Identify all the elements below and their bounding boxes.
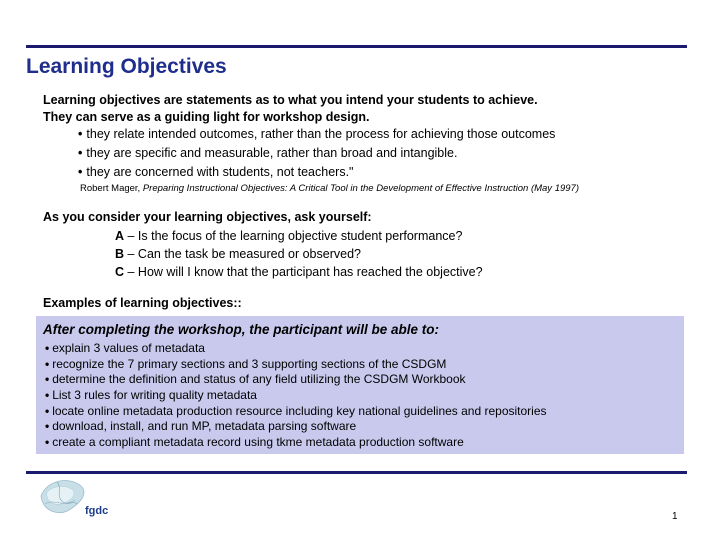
bullet-dot: • [45, 341, 50, 355]
citation-author: Robert Mager, [80, 183, 143, 194]
bullet-dot: • [45, 388, 50, 402]
page-number: 1 [672, 511, 678, 522]
question-item [115, 265, 483, 279]
question-text: – Is the focus of the learning objective student performance? [124, 229, 463, 243]
intro-text [43, 92, 683, 126]
examples-heading: Examples of learning objectives:: [43, 296, 242, 310]
example-text: List 3 rules for writing quality metadata [52, 388, 257, 402]
bottom-rule [26, 471, 687, 474]
bullet-dot: • [78, 165, 83, 179]
bullet-dot: • [78, 127, 83, 141]
bullet-dot: • [45, 357, 50, 371]
bullet-dot: • [78, 146, 83, 160]
example-text: explain 3 values of metadata [52, 341, 205, 355]
objective-bullet [78, 126, 555, 143]
citation [80, 183, 579, 194]
example-item [45, 419, 356, 433]
example-text: recognize the 7 primary sections and 3 supporting sections of the CSDGM [52, 357, 447, 371]
fgdc-logo [33, 474, 113, 526]
slide-title: Learning Objectives [26, 55, 227, 78]
bullet-text: they are concerned with students, not teachers." [86, 165, 354, 179]
top-rule [26, 45, 687, 48]
example-item [45, 404, 547, 418]
examples-box-heading: After completing the workshop, the participant will be able to: [43, 322, 440, 337]
question-letter: B [115, 247, 125, 261]
bullet-dot: • [45, 435, 50, 449]
bullet-text: they are specific and measurable, rather than broad and intangible. [86, 146, 458, 160]
example-text: locate online metadata production resource including key national guidelines and repositories [52, 404, 547, 418]
question-text: – Can the task be measured or observed? [124, 247, 361, 261]
example-text: determine the definition and status of any field utilizing the CSDGM Workbook [52, 372, 466, 386]
example-item [45, 435, 464, 449]
intro-line-1: Learning objectives are statements as to what you intend your students to achieve. [43, 93, 538, 107]
question-item [115, 229, 462, 243]
example-item [45, 341, 205, 355]
example-item [45, 372, 466, 386]
objective-bullet [78, 164, 353, 181]
objective-bullet [78, 145, 457, 162]
intro-line-2: They can serve as a guiding light for workshop design. [43, 110, 370, 124]
example-item [45, 388, 257, 402]
question-letter: A [115, 229, 125, 243]
bullet-dot: • [45, 404, 50, 418]
question-item [115, 247, 361, 261]
logo-wordmark: fgdc [85, 505, 109, 517]
citation-title: Preparing Instructional Objectives: A Critical Tool in the Development of Effective Instruction (May 1997) [142, 183, 579, 194]
example-item [45, 357, 446, 371]
example-text: create a compliant metadata record using tkme metadata production software [52, 435, 464, 449]
consider-heading: As you consider your learning objectives, ask yourself: [43, 210, 372, 224]
question-text: – How will I know that the participant has reached the objective? [124, 265, 483, 279]
bullet-text: they relate intended outcomes, rather than the process for achieving those outcomes [86, 127, 556, 141]
example-text: download, install, and run MP, metadata parsing software [52, 419, 357, 433]
bullet-dot: • [45, 419, 50, 433]
question-letter: C [115, 265, 125, 279]
bullet-dot: • [45, 372, 50, 386]
